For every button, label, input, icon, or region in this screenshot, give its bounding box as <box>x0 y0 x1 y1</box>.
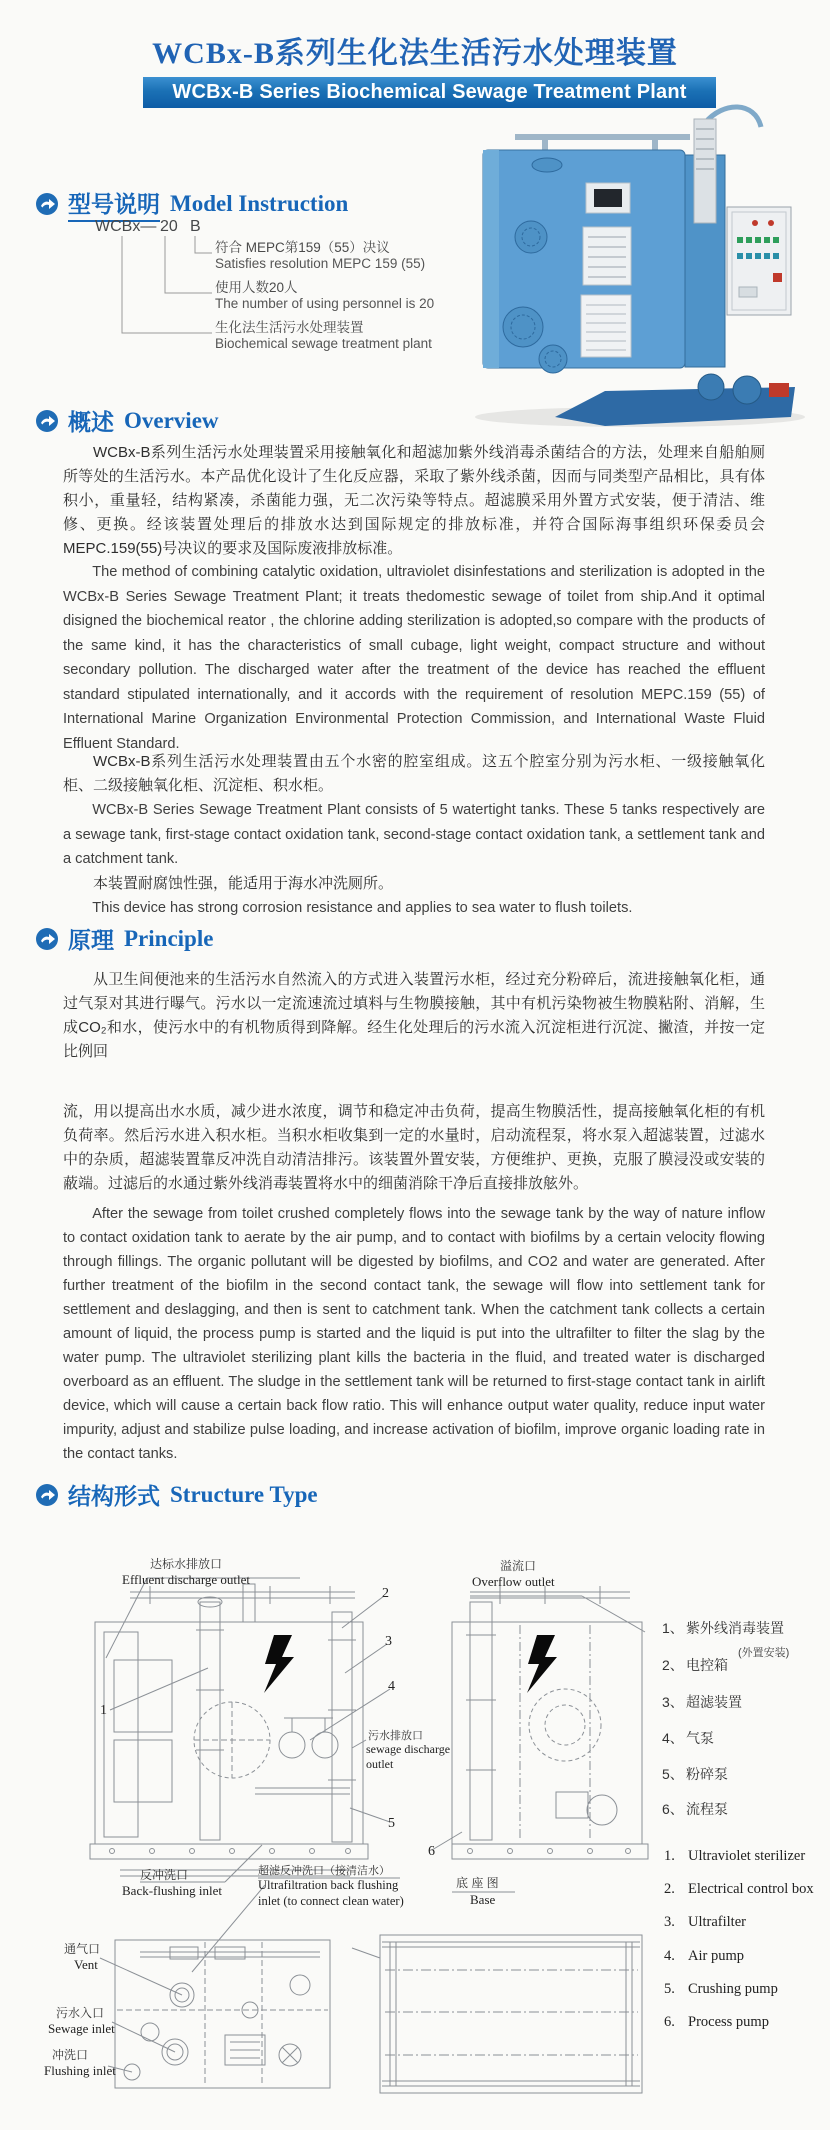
legend-zh-item-5 <box>662 1764 728 1784</box>
legend-num: 2. <box>664 1881 675 1897</box>
section-heading-structure <box>36 1478 318 1511</box>
page-title: WCBx-B系列生化法生活污水处理装置 <box>152 37 678 70</box>
back-flushing-label-en: Back-flushing inlet <box>122 1883 223 1898</box>
legend-num: 3、 <box>662 1694 684 1710</box>
model-item-persons-en: The number of using personnel is 20 <box>215 296 435 311</box>
legend-num: 6、 <box>662 1801 684 1817</box>
legend-num: 6. <box>664 2014 675 2030</box>
sewage-discharge-label-en2: outlet <box>366 1757 394 1771</box>
model-item-persons-zh: 使用人数20人 <box>215 280 298 295</box>
legend-en-item-1 <box>664 1848 805 1865</box>
legend-num: 1. <box>664 1848 675 1864</box>
callout-1: 1 <box>100 1703 107 1718</box>
overview-paragraph-zh-2: WCBx-B系列生活污水处理装置由五个水密的腔室组成。这五个腔室分别为污水柜、一级接触氧化柜、二级接触氧化柜、沉淀柜、积水柜。 <box>63 753 765 794</box>
legend-num: 4、 <box>662 1730 684 1746</box>
effluent-outlet-label-en: Effluent discharge outlet <box>122 1572 251 1587</box>
principle-paragraph-en-1: After the sewage from toilet crushed completely flows into the sewage tank by the way of nature inflow to contact oxidation tank to aerate by the air pump, and to contact with biofilms by a certain velocity flowing through fillings. The organic pollutant will be digested by biofilms, and CO2 and water are generated. After further treatment of the biofilm in the second contact tank, the sewage will flow into settlement tank for settlement and deslagging, and then is sent to catchment tank. When the catchment tank collects a certain amount of liquid, the process pump is started and the liquid is put into the ultrafilter to filter the slag by the water pump. The ultraviolet sterilizing plant kills the bacteria in the fluid, and treated water is discharged overboard as an effluent. The sludge in the settlement tank will be returned to first-stage contact tank in airlift device, which will cause a certain back flow ratio. This will enhance output water quality, reduce input water impurity, adjust and stabilize pulse loading, and increase activation of biofilm, improve organic loading rate in the contact tanks. <box>63 1206 765 1462</box>
legend-num: 5、 <box>662 1766 684 1782</box>
heading-zh: 原理 <box>68 928 114 953</box>
model-item-type-zh: 生化法生活污水处理装置 <box>215 320 364 335</box>
legend-zh-item-6 <box>662 1799 728 1819</box>
heading-en: Model Instruction <box>170 191 349 216</box>
heading-zh: 型号说明 <box>68 186 160 222</box>
overflow-outlet-label-en: Overflow outlet <box>472 1574 555 1589</box>
section-heading-principle <box>36 922 213 955</box>
legend-label: Process pump <box>688 2014 769 2030</box>
sewage-inlet-label-zh: 污水入口 <box>56 2006 105 2020</box>
legend-en-item-4 <box>664 1948 744 1965</box>
callout-6: 6 <box>428 1844 435 1859</box>
model-item-persons <box>215 280 434 312</box>
vent-label-zh: 通气口 <box>64 1942 101 1956</box>
callout-2: 2 <box>382 1586 389 1601</box>
model-item-type <box>215 320 432 352</box>
legend-label: 紫外线消毒装置 <box>686 1620 784 1636</box>
principle-paragraph-zh-2: 流，用以提高出水水质，减少进水浓度，调节和稳定冲击负荷，提高生物膜活性，提高接触氧化柜的有机负荷率。然后污水进入积水柜。当积水柜收集到一定的水量时，启动流程泵，将水泵入超滤装置，过滤水中的杂质，超滤装置靠反冲洗自动清洁排污。该装置外置安装，方便维护、更换，克服了膜浸没或安装的蔽端。过滤后的水通过紫外线消毒装置将水中的细菌消除干净后直接排放舷外。 <box>63 1103 765 1192</box>
heading-en: Overview <box>124 407 219 433</box>
callout-5: 5 <box>388 1816 395 1831</box>
legend-num: 3. <box>664 1914 675 1930</box>
legend-label: Air pump <box>688 1948 744 1964</box>
callout-4: 4 <box>388 1679 395 1694</box>
legend-en-item-6 <box>664 2014 769 2031</box>
overview-paragraph-en-1: The method of combining catalytic oxidation, ultraviolet disinfestations and sterilization is adopted in the WCBx-B Series Sewage Treatment Plant; it treats thedomestic sewage of toilet from ship.And it optimal disigned the biochemical reator , the chlorine adding sterilization is adopted,so compare with the products of the same kind, it has the characteristics of small cubage, light weight, compact structure and without secondary pollution. The discharged water after the treatment of the device has reached the effluent standard stipulated internationally, and it accords with the requirement of resolution MEPC.159 (55) of International Marine Organization Environmental Protection Commission, and International Waste Fluid Effluent Standard. <box>63 564 765 752</box>
overview-paragraph-zh-3: 本装置耐腐蚀性强，能适用于海水冲洗厕所。 <box>93 875 394 892</box>
legend-label: Ultraviolet sterilizer <box>688 1848 806 1864</box>
callout-3: 3 <box>385 1634 392 1649</box>
vent-label-en: Vent <box>74 1957 98 1972</box>
overflow-outlet-label-zh: 溢流口 <box>500 1559 537 1573</box>
heading-en: Principle <box>124 925 214 951</box>
base-label-en: Base <box>470 1892 496 1907</box>
principle-paragraph-zh-1: 从卫生间便池来的生活污水自然流入的方式进入装置污水柜，经过充分粉碎后，流进接触氧化柜，通过气泵对其进行曝气。污水以一定流速流过填料与生物膜接触，其中有机污染物被生物膜粘附、消解，生成CO₂和水，使污水中的有机物质得到降解。经生化处理后的污水流入沉淀柜进行沉淀、撇渣，并按一定比例回 <box>63 971 765 1060</box>
overview-paragraph-en-2: WCBx-B Series Sewage Treatment Plant consists of 5 watertight tanks. These 5 tanks respectively are a sewage tank, first-stage contact oxidation tank, second-stage contact oxidation tank, a settlement tank and a catchment tank. <box>63 802 765 867</box>
legend-zh-note: (外置安装) <box>738 1647 790 1659</box>
overview-paragraph-zh-1: WCBx-B系列生活污水处理装置采用接触氧化和超滤加紫外线消毒杀菌结合的方法，处理来自船舶厕所等处的生活污水。本产品优化设计了生化反应器，采取了紫外线杀菌，因而与同类型产品相比，具有体积小，重量轻，结构紧凑，杀菌能力强，无二次污染等特点。超滤膜采用外置方式安装，便于清洁、维修、更换。经该装置处理后的排放水达到国际规定的排放标准，并符合国际海事组织环保委员会MEPC.159(55)号决议的要求及国际废液排放标准。 <box>63 444 765 557</box>
legend-num: 2、 <box>662 1657 684 1673</box>
base-label-zh: 底 座 图 <box>456 1876 499 1890</box>
model-code-persons: 20 <box>160 218 178 235</box>
legend-zh-item-2 <box>662 1655 728 1675</box>
uf-back-flushing-label-en1: Ultrafiltration back flushing <box>258 1878 399 1892</box>
arrow-bullet-icon <box>36 193 58 215</box>
overview-paragraph-en-3: This device has strong corrosion resistance and applies to sea water to flush toilets. <box>92 900 633 916</box>
heading-en: Structure Type <box>170 1481 318 1507</box>
legend-zh-item-3 <box>662 1692 742 1712</box>
legend-label: Crushing pump <box>688 1981 778 1997</box>
model-code-suffix: B <box>190 218 201 235</box>
legend-en-item-3 <box>664 1914 746 1931</box>
heading-zh: 概述 <box>68 410 114 435</box>
arrow-bullet-icon <box>36 410 58 432</box>
effluent-outlet-label-zh: 达标水排放口 <box>150 1557 223 1571</box>
product-photo <box>455 95 805 430</box>
legend-num: 5. <box>664 1981 675 1997</box>
model-item-mepc-zh: 符合 MEPC第159（55）决议 <box>215 240 390 255</box>
legend-en-item-2 <box>664 1881 814 1898</box>
legend-num: 4. <box>664 1948 675 1964</box>
flushing-inlet-label-zh: 冲洗口 <box>52 2048 89 2062</box>
heading-zh: 结构形式 <box>68 1484 160 1509</box>
legend-label: 流程泵 <box>686 1801 728 1817</box>
legend-label: 粉碎泵 <box>686 1766 728 1782</box>
model-code-series: WCBx— <box>95 218 157 235</box>
legend-label: Electrical control box <box>688 1881 814 1897</box>
model-item-type-en: Biochemical sewage treatment plant <box>215 336 432 351</box>
sewage-discharge-label-zh: 污水排放口 <box>368 1730 423 1742</box>
sewage-discharge-label-en1: sewage discharge <box>366 1742 451 1756</box>
arrow-bullet-icon <box>36 928 58 950</box>
legend-label: 超滤装置 <box>686 1694 742 1710</box>
model-item-mepc-en: Satisfies resolution MEPC 159 (55) <box>215 256 426 271</box>
uf-back-flushing-label-zh: 超滤反冲洗口（接清洁水） <box>258 1865 390 1877</box>
title-banner-text: WCBx-B Series Biochemical Sewage Treatment Plant <box>172 81 687 103</box>
uf-back-flushing-label-en2: inlet (to connect clean water) <box>258 1894 404 1908</box>
legend-zh-item-1 <box>662 1618 784 1638</box>
back-flushing-label-zh: 反冲洗口 <box>140 1868 189 1882</box>
legend-en-item-5 <box>664 1981 778 1998</box>
section-heading-overview <box>36 404 219 437</box>
flushing-inlet-label-en: Flushing inlet <box>44 2063 116 2078</box>
legend-zh-item-4 <box>662 1728 714 1748</box>
legend-label: 气泵 <box>686 1730 714 1746</box>
model-item-mepc <box>215 240 425 272</box>
section-heading-model <box>36 186 348 222</box>
legend-num: 1、 <box>662 1620 684 1636</box>
sewage-inlet-label-en: Sewage inlet <box>48 2021 115 2036</box>
arrow-bullet-icon <box>36 1484 58 1506</box>
legend-label: 电控箱 <box>686 1657 728 1673</box>
model-connector-lines <box>90 236 230 346</box>
legend-label: Ultrafilter <box>688 1914 746 1930</box>
